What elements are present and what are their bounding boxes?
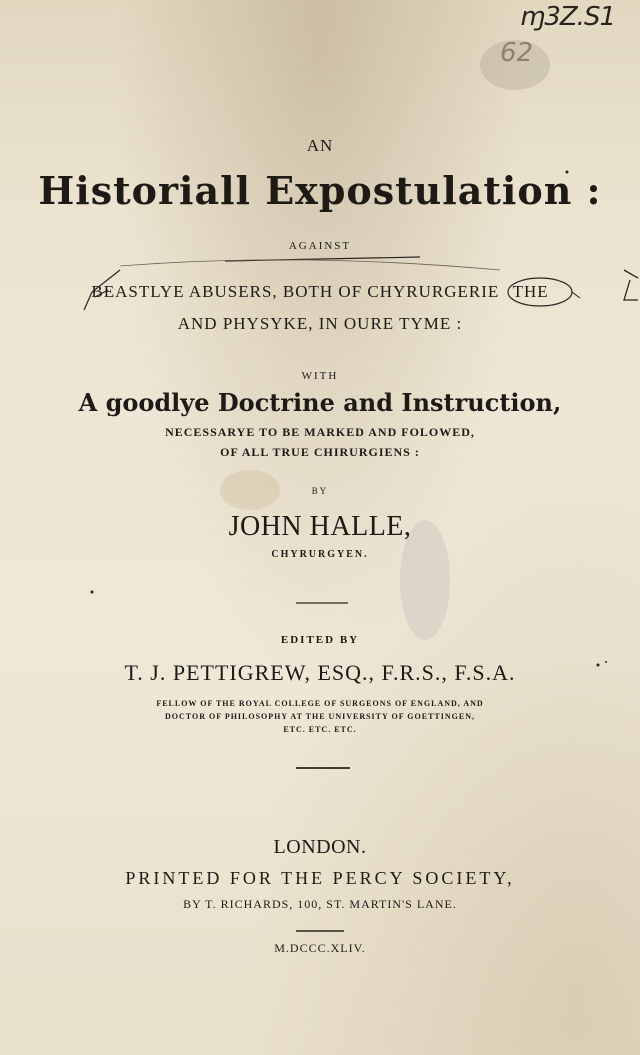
- editor-credentials-2: DOCTOR OF PHILOSOPHY AT THE UNIVERSITY OF GOETTINGEN,: [165, 712, 475, 721]
- main-title: Historiall Expostulation :: [38, 168, 602, 213]
- pencil-mark: 62: [500, 38, 534, 68]
- abusers-text: BEASTLYE ABUSERS, BOTH OF CHYRURGERIE: [91, 282, 500, 301]
- author-name: JOHN HALLE,: [228, 511, 412, 542]
- pen-stroke: [120, 260, 500, 270]
- subtitle-line-1: NECESSARYE TO BE MARKED AND FOLOWED,: [165, 425, 475, 439]
- title-line-abusers: [0, 282, 640, 302]
- author-title: CHYRURGYEN.: [271, 549, 369, 560]
- with-label: WITH: [301, 370, 339, 382]
- subtitle-line-2: OF ALL TRUE CHIRURGIENS :: [220, 445, 420, 459]
- imprint-printer: BY T. RICHARDS, 100, ST. MARTIN'S LANE.: [183, 897, 457, 911]
- title-word-an: AN: [306, 136, 334, 155]
- blackletter-subtitle: A goodlye Doctrine and Instruction,: [78, 388, 562, 417]
- imprint-printed-for: PRINTED FOR THE PERCY SOCIETY,: [125, 868, 515, 888]
- imprint-date: M.DCCC.XLIV.: [274, 941, 366, 955]
- against-label: AGAINST: [288, 240, 352, 252]
- title-line-physyke: AND PHYSYKE, IN OURE TYME :: [177, 314, 463, 333]
- editor-credentials-3: ETC. ETC. ETC.: [283, 725, 357, 734]
- imprint-place: LONDON.: [273, 836, 367, 858]
- by-label: BY: [311, 486, 329, 496]
- struck-word: THE: [512, 282, 549, 301]
- handwritten-shelfmark: ɱ3Z.S1: [520, 2, 615, 32]
- editor-name: T. J. PETTIGREW, ESQ., F.R.S., F.S.A.: [124, 660, 516, 685]
- editor-credentials-1: FELLOW OF THE ROYAL COLLEGE OF SURGEONS OF ENGLAND, AND: [156, 699, 484, 708]
- edited-by-label: EDITED BY: [280, 634, 360, 646]
